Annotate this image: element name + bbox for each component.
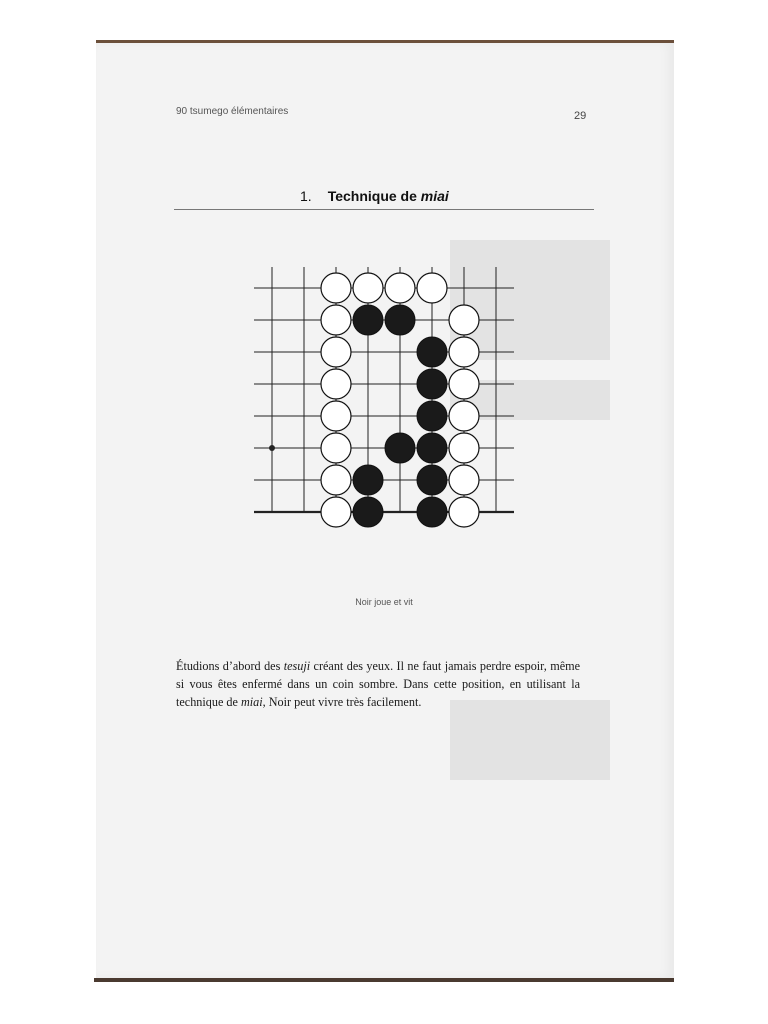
page-number: 29 (574, 110, 587, 122)
chapter-heading (300, 188, 449, 204)
white-stone (449, 401, 479, 431)
white-stone (449, 369, 479, 399)
white-stone (321, 337, 351, 367)
white-stone (417, 273, 447, 303)
text-part: Étudions d’abord des (176, 659, 284, 673)
heading-rule (174, 209, 594, 210)
white-stone (321, 433, 351, 463)
body-paragraph (176, 657, 580, 711)
white-stone (353, 273, 383, 303)
white-stone (321, 401, 351, 431)
diagram-caption: Noir joue et vit (355, 597, 413, 607)
black-stone (417, 433, 447, 463)
running-header-title: 90 tsumego élémentaires (176, 106, 289, 117)
text-term-tesuji: tesuji (283, 659, 311, 673)
star-point (269, 445, 275, 451)
black-stone (417, 465, 447, 495)
black-stone (417, 337, 447, 367)
white-stone (449, 305, 479, 335)
black-stone (417, 497, 447, 527)
go-board-diagram (250, 265, 520, 580)
white-stone (449, 337, 479, 367)
white-stone (321, 465, 351, 495)
white-stone (321, 497, 351, 527)
text-part: , Noir peut vivre très facilement. (262, 695, 422, 709)
black-stone (385, 433, 415, 463)
black-stone (353, 465, 383, 495)
white-stone (385, 273, 415, 303)
chapter-number: 1. (300, 188, 312, 204)
text-part: créant des yeux. Il ne faut jamais perdre espoir, même si vous êtes enfermé dans un coin sombre. Dans cette position, en utilisant la technique de (176, 659, 580, 709)
chapter-title-emphasis: miai (420, 188, 449, 204)
white-stone (321, 305, 351, 335)
text-term-miai: miai (240, 695, 263, 709)
chapter-title: Technique de (327, 188, 421, 204)
black-stone (385, 305, 415, 335)
black-stone (353, 497, 383, 527)
black-stone (417, 401, 447, 431)
white-stone (449, 497, 479, 527)
black-stone (353, 305, 383, 335)
white-stone (449, 433, 479, 463)
page-bottom-edge (94, 978, 674, 982)
white-stone (321, 369, 351, 399)
black-stone (417, 369, 447, 399)
white-stone (321, 273, 351, 303)
white-stone (449, 465, 479, 495)
